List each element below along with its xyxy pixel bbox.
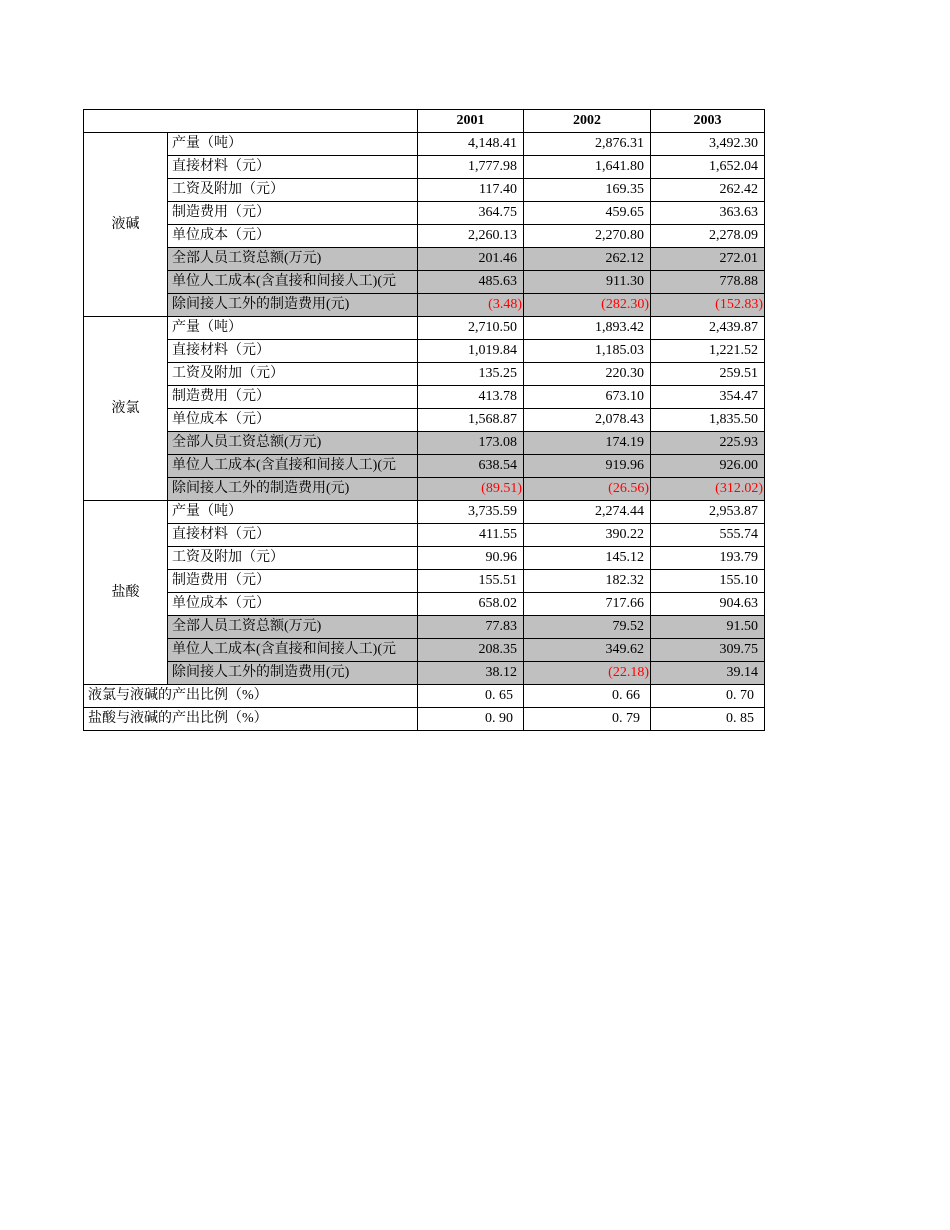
value-cell[interactable]: 39.14 <box>651 662 765 685</box>
value-cell[interactable]: 1,652.04 <box>651 156 765 179</box>
value-cell[interactable]: 2,876.31 <box>524 133 651 156</box>
item-label-cell[interactable]: 单位人工成本(含直接和间接人工)(元 <box>168 639 418 662</box>
ratio-label-cell[interactable]: 盐酸与液碱的产出比例（%） <box>84 708 418 731</box>
value-cell[interactable]: 155.51 <box>418 570 524 593</box>
value-cell[interactable]: 2,953.87 <box>651 501 765 524</box>
value-cell[interactable]: 1,777.98 <box>418 156 524 179</box>
item-label-cell[interactable]: 产量（吨） <box>168 317 418 340</box>
value-cell[interactable]: 259.51 <box>651 363 765 386</box>
value-cell[interactable]: 79.52 <box>524 616 651 639</box>
table-row <box>84 294 765 317</box>
value-cell[interactable]: (282.30) <box>524 294 651 317</box>
value-cell[interactable]: 911.30 <box>524 271 651 294</box>
ratio-value-cell[interactable]: 0. 70 <box>651 685 765 708</box>
value-cell[interactable]: 1,641.80 <box>524 156 651 179</box>
item-label-cell[interactable]: 单位人工成本(含直接和间接人工)(元 <box>168 455 418 478</box>
ratio-value-cell[interactable]: 0. 65 <box>418 685 524 708</box>
value-cell[interactable]: 169.35 <box>524 179 651 202</box>
value-cell[interactable]: 174.19 <box>524 432 651 455</box>
item-label-cell[interactable]: 单位成本（元） <box>168 593 418 616</box>
item-label-cell[interactable]: 制造费用（元） <box>168 202 418 225</box>
value-cell[interactable]: 1,221.52 <box>651 340 765 363</box>
value-cell[interactable]: 220.30 <box>524 363 651 386</box>
value-cell[interactable]: 778.88 <box>651 271 765 294</box>
ratio-value-cell[interactable]: 0. 66 <box>524 685 651 708</box>
item-label-cell[interactable]: 除间接人工外的制造费用(元) <box>168 294 418 317</box>
value-cell[interactable]: 2,078.43 <box>524 409 651 432</box>
value-cell[interactable]: 201.46 <box>418 248 524 271</box>
value-cell[interactable]: (26.56) <box>524 478 651 501</box>
value-cell[interactable]: 459.65 <box>524 202 651 225</box>
value-cell[interactable]: (3.48) <box>418 294 524 317</box>
value-cell[interactable]: 919.96 <box>524 455 651 478</box>
value-cell[interactable]: 135.25 <box>418 363 524 386</box>
value-cell[interactable]: 77.83 <box>418 616 524 639</box>
value-cell[interactable]: 4,148.41 <box>418 133 524 156</box>
item-label-cell[interactable]: 工资及附加（元） <box>168 547 418 570</box>
value-cell[interactable]: 155.10 <box>651 570 765 593</box>
value-cell[interactable]: 1,893.42 <box>524 317 651 340</box>
table-row <box>84 639 765 662</box>
value-cell[interactable]: 1,019.84 <box>418 340 524 363</box>
table-row <box>84 248 765 271</box>
year-header[interactable]: 2003 <box>651 110 765 133</box>
ratio-row <box>84 685 765 708</box>
table-row <box>84 271 765 294</box>
item-label-cell[interactable]: 单位成本（元） <box>168 409 418 432</box>
table-row <box>84 616 765 639</box>
year-header[interactable]: 2001 <box>418 110 524 133</box>
value-cell[interactable]: 2,278.09 <box>651 225 765 248</box>
table-row <box>84 547 765 570</box>
value-cell[interactable]: 354.47 <box>651 386 765 409</box>
table-row <box>84 363 765 386</box>
item-label-cell[interactable]: 除间接人工外的制造费用(元) <box>168 478 418 501</box>
value-cell[interactable]: 555.74 <box>651 524 765 547</box>
value-cell[interactable]: 673.10 <box>524 386 651 409</box>
value-cell[interactable]: 717.66 <box>524 593 651 616</box>
item-label-cell[interactable]: 单位人工成本(含直接和间接人工)(元 <box>168 271 418 294</box>
value-cell[interactable]: (22.18) <box>524 662 651 685</box>
table-row <box>84 202 765 225</box>
table-row <box>84 478 765 501</box>
value-cell[interactable]: (89.51) <box>418 478 524 501</box>
table-row <box>84 501 765 524</box>
table-row <box>84 593 765 616</box>
value-cell[interactable]: 262.12 <box>524 248 651 271</box>
table-row <box>84 432 765 455</box>
value-cell[interactable]: 411.55 <box>418 524 524 547</box>
value-cell[interactable]: 91.50 <box>651 616 765 639</box>
table-row <box>84 225 765 248</box>
ratio-label-cell[interactable]: 液氯与液碱的产出比例（%） <box>84 685 418 708</box>
header-row <box>84 110 765 133</box>
value-cell[interactable]: 3,735.59 <box>418 501 524 524</box>
item-label-cell[interactable]: 全部人员工资总额(万元) <box>168 432 418 455</box>
value-cell[interactable]: 272.01 <box>651 248 765 271</box>
value-cell[interactable]: 485.63 <box>418 271 524 294</box>
table-row <box>84 340 765 363</box>
ratio-value-cell[interactable]: 0. 85 <box>651 708 765 731</box>
value-cell[interactable]: 38.12 <box>418 662 524 685</box>
value-cell[interactable]: 926.00 <box>651 455 765 478</box>
value-cell[interactable]: 2,710.50 <box>418 317 524 340</box>
value-cell[interactable]: 225.93 <box>651 432 765 455</box>
value-cell[interactable]: 638.54 <box>418 455 524 478</box>
value-cell[interactable]: 208.35 <box>418 639 524 662</box>
value-cell[interactable]: (152.83) <box>651 294 765 317</box>
ratio-row <box>84 708 765 731</box>
value-cell[interactable]: 262.42 <box>651 179 765 202</box>
table-row <box>84 317 765 340</box>
value-cell[interactable]: 193.79 <box>651 547 765 570</box>
value-cell[interactable]: 2,274.44 <box>524 501 651 524</box>
ratio-value-cell[interactable]: 0. 79 <box>524 708 651 731</box>
group-label-cell[interactable]: 盐酸 <box>84 501 168 685</box>
value-cell[interactable]: (312.02) <box>651 478 765 501</box>
value-cell[interactable]: 90.96 <box>418 547 524 570</box>
value-cell[interactable]: 182.32 <box>524 570 651 593</box>
item-label-cell[interactable]: 工资及附加（元） <box>168 179 418 202</box>
value-cell[interactable]: 1,835.50 <box>651 409 765 432</box>
value-cell[interactable]: 349.62 <box>524 639 651 662</box>
value-cell[interactable]: 2,270.80 <box>524 225 651 248</box>
value-cell[interactable]: 1,185.03 <box>524 340 651 363</box>
ratio-value-cell[interactable]: 0. 90 <box>418 708 524 731</box>
item-label-cell[interactable]: 制造费用（元） <box>168 386 418 409</box>
value-cell[interactable]: 413.78 <box>418 386 524 409</box>
value-cell[interactable]: 3,492.30 <box>651 133 765 156</box>
value-cell[interactable]: 364.75 <box>418 202 524 225</box>
value-cell[interactable]: 658.02 <box>418 593 524 616</box>
item-label-cell[interactable]: 产量（吨） <box>168 501 418 524</box>
table-row <box>84 409 765 432</box>
table-row <box>84 662 765 685</box>
value-cell[interactable]: 117.40 <box>418 179 524 202</box>
cost-table <box>83 109 765 731</box>
value-cell[interactable]: 1,568.87 <box>418 409 524 432</box>
item-label-cell[interactable]: 制造费用（元） <box>168 570 418 593</box>
table-row <box>84 524 765 547</box>
item-label-cell[interactable]: 工资及附加（元） <box>168 363 418 386</box>
value-cell[interactable]: 390.22 <box>524 524 651 547</box>
item-label-cell[interactable]: 直接材料（元） <box>168 340 418 363</box>
item-label-cell[interactable]: 全部人员工资总额(万元) <box>168 616 418 639</box>
item-label-cell[interactable]: 除间接人工外的制造费用(元) <box>168 662 418 685</box>
item-label-cell[interactable]: 单位成本（元） <box>168 225 418 248</box>
group-label-cell[interactable]: 液氯 <box>84 317 168 501</box>
table-row <box>84 179 765 202</box>
item-label-cell[interactable]: 产量（吨） <box>168 133 418 156</box>
value-cell[interactable]: 904.63 <box>651 593 765 616</box>
item-label-cell[interactable]: 全部人员工资总额(万元) <box>168 248 418 271</box>
item-label-cell[interactable]: 直接材料（元） <box>168 156 418 179</box>
value-cell[interactable]: 173.08 <box>418 432 524 455</box>
value-cell[interactable]: 2,439.87 <box>651 317 765 340</box>
table-row <box>84 455 765 478</box>
value-cell[interactable]: 2,260.13 <box>418 225 524 248</box>
item-label-cell[interactable]: 直接材料（元） <box>168 524 418 547</box>
group-label-cell[interactable]: 液碱 <box>84 133 168 317</box>
table-row <box>84 133 765 156</box>
value-cell[interactable]: 145.12 <box>524 547 651 570</box>
table-row <box>84 156 765 179</box>
year-header[interactable]: 2002 <box>524 110 651 133</box>
header-blank-cell[interactable] <box>84 110 418 133</box>
table-row <box>84 386 765 409</box>
table-row <box>84 570 765 593</box>
value-cell[interactable]: 309.75 <box>651 639 765 662</box>
value-cell[interactable]: 363.63 <box>651 202 765 225</box>
